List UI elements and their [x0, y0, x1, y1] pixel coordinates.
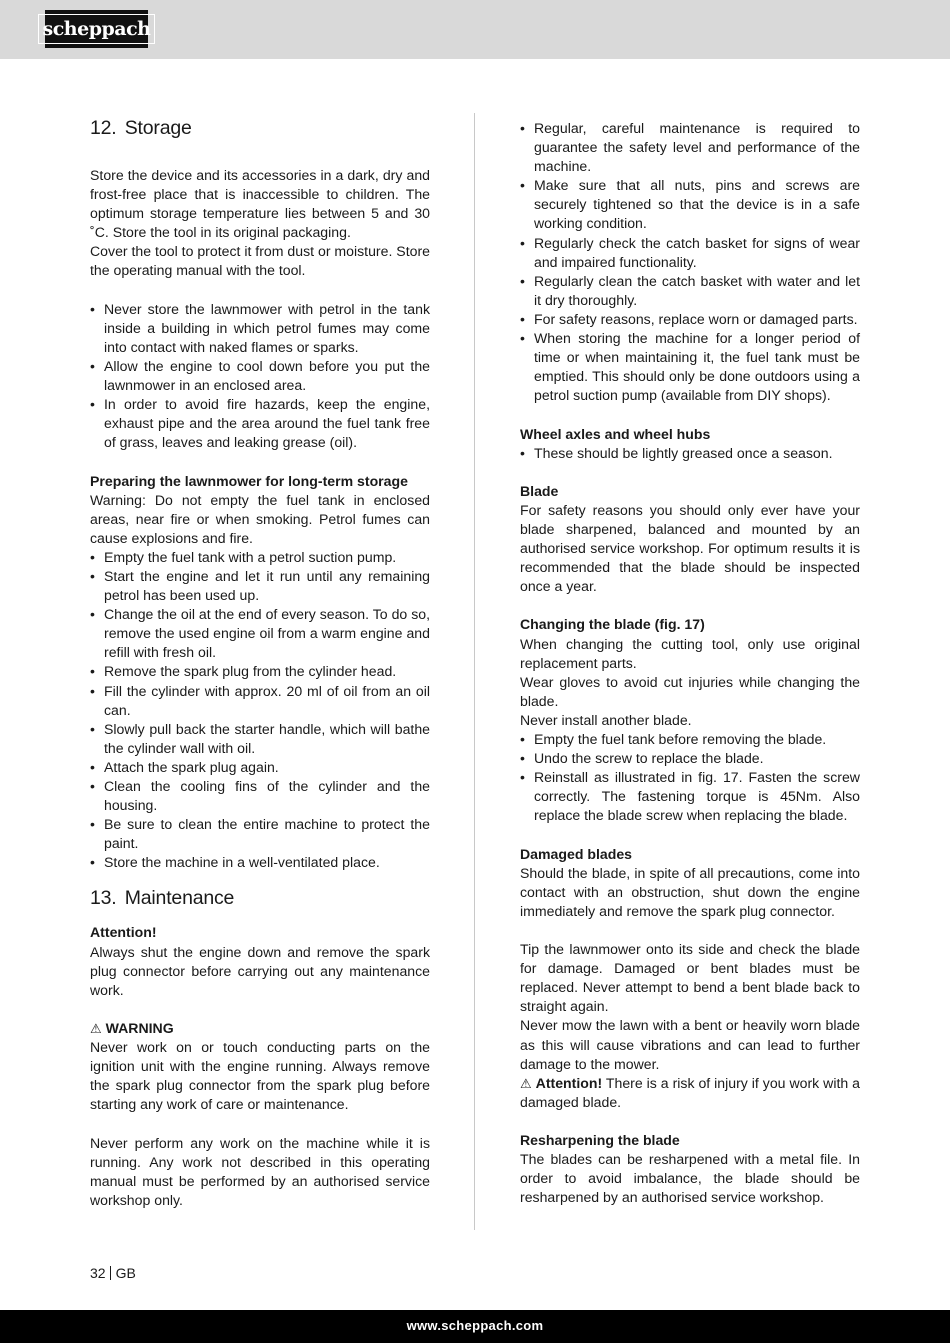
list-item: • Clean the cooling fins of the cylinder and the housing.	[90, 777, 430, 815]
damaged-blades-paragraph-1: Should the blade, in spite of all precautions, come into contact with an obstruction, shut down the engine immediately and remove the spark plug connector.	[520, 864, 860, 919]
changing-blade-paragraph-3: Never install another blade.	[520, 711, 692, 728]
damaged-blades-paragraph-2: Tip the lawnmower onto its side and check the blade for damage. Damaged or bent blades must be replaced. Never attempt to bend a bent blade back to straight again.	[520, 941, 860, 1015]
list-item: • Never store the lawnmower with petrol in the tank inside a building in which petrol fumes may come into contact with naked flames or sparks.	[90, 300, 430, 357]
list-item: • For safety reasons, replace worn or damaged parts.	[520, 310, 860, 329]
scheppach-logo	[42, 10, 151, 48]
warning-paragraph: Never work on or touch conducting parts on the ignition unit with the engine running. Always remove the spark plug connector from the spark plug before starting any work of care or maintenance.	[90, 1039, 430, 1113]
changing-blade-heading: Changing the blade (fig. 17)	[520, 616, 705, 633]
list-item: • These should be lightly greased once a season.	[520, 444, 860, 463]
left-column	[90, 116, 430, 1210]
footer-separator	[110, 1266, 111, 1280]
maintenance-bullet-list	[520, 119, 860, 405]
changing-blade-list	[520, 730, 860, 825]
resharpening-paragraph: The blades can be resharpened with a metal file. In order to avoid imbalance, the blade should be resharpened by an authorised service workshop.	[520, 1151, 860, 1206]
storage-paragraph-1: Store the device and its accessories in a dark, dry and frost-free place that is inaccessible to children. The optimum storage temperature lies between 5 and 30 ˚C. Store the tool in its original packaging.	[90, 167, 430, 241]
list-item: • Store the machine in a well-ventilated place.	[90, 853, 430, 872]
section-12-title	[90, 116, 430, 140]
list-item: • Regular, careful maintenance is required to guarantee the safety level and performance of the machine.	[520, 119, 860, 176]
storage-bullet-list	[90, 300, 430, 453]
section-12-label: Storage	[124, 117, 192, 139]
warning-heading: WARNING	[105, 1019, 174, 1036]
list-item: • Regularly clean the catch basket with water and let it dry thoroughly.	[520, 272, 860, 310]
list-item: • Fill the cylinder with approx. 20 ml of oil from an oil can.	[90, 682, 430, 720]
warning-triangle-icon: ⚠	[520, 1075, 532, 1091]
wheel-axles-list	[520, 444, 860, 463]
language-code: GB	[115, 1265, 136, 1281]
attention-note	[520, 1074, 860, 1112]
page-number: 32	[90, 1265, 106, 1281]
section-13-title	[90, 886, 430, 910]
list-item: • Allow the engine to cool down before you put the lawnmower in an enclosed area.	[90, 357, 430, 395]
footer-bar	[0, 1310, 950, 1343]
resharpening-heading: Resharpening the blade	[520, 1131, 680, 1148]
list-item: • Slowly pull back the starter handle, which will bathe the cylinder wall with oil.	[90, 720, 430, 758]
list-item: • Be sure to clean the entire machine to protect the paint.	[90, 815, 430, 853]
list-item: • Attach the spark plug again.	[90, 758, 430, 777]
changing-blade-paragraph-1: When changing the cutting tool, only use original replacement parts.	[520, 635, 860, 671]
list-item: • In order to avoid fire hazards, keep the engine, exhaust pipe and the area around the fuel tank free of grass, leaves and leaking grease (oil).	[90, 395, 430, 452]
list-item: • Make sure that all nuts, pins and screws are securely tightened so that the device is in a safe working condition.	[520, 176, 860, 233]
damaged-blades-heading: Damaged blades	[520, 845, 633, 862]
prep-storage-warning: Warning: Do not empty the fuel tank in enclosed areas, near fire or when smoking. Petrol fumes can cause explosions and fire.	[90, 491, 430, 546]
blade-heading: Blade	[520, 482, 559, 499]
column-divider	[474, 113, 475, 1230]
right-column	[520, 119, 860, 1207]
warning-triangle-icon: ⚠	[90, 1020, 102, 1036]
blade-paragraph: For safety reasons you should only ever have your blade sharpened, balanced and mounted by an authorised service workshop. For optimum results it is recommended that the blade should be inspected once a year.	[520, 501, 860, 595]
section-13-number: 13.	[90, 887, 117, 910]
wheel-axles-heading: Wheel axles and wheel hubs	[520, 425, 711, 442]
prep-storage-bullet-list	[90, 548, 430, 873]
logo-text: scheppach	[38, 14, 156, 44]
section-13-label: Maintenance	[124, 887, 235, 910]
list-item: • Change the oil at the end of every season. To do so, remove the used engine oil from a warm engine and refill with fresh oil.	[90, 605, 430, 662]
maintenance-paragraph: Never perform any work on the machine while it is running. Any work not described in this operating manual must be performed by an authorised service workshop only.	[90, 1134, 430, 1208]
list-item: • Remove the spark plug from the cylinder head.	[90, 662, 430, 681]
list-item: • Regularly check the catch basket for signs of wear and impaired functionality.	[520, 234, 860, 272]
warning-heading-line	[90, 1019, 430, 1038]
changing-blade-paragraph-2: Wear gloves to avoid cut injuries while changing the blade.	[520, 673, 860, 709]
list-item: • Empty the fuel tank before removing the blade.	[520, 730, 860, 749]
list-item: • Start the engine and let it run until any remaining petrol has been used up.	[90, 567, 430, 605]
page-number-footer	[90, 1265, 136, 1281]
attention-note-label: Attention!	[535, 1074, 603, 1091]
storage-paragraph-2: Cover the tool to protect it from dust or moisture. Store the operating manual with the tool.	[90, 243, 430, 279]
section-12-number: 12.	[90, 117, 117, 139]
list-item: • When storing the machine for a longer period of time or when maintaining it, the fuel tank must be emptied. This should only be done outdoors using a petrol suction pump (available from DIY shops).	[520, 329, 860, 405]
list-item: • Empty the fuel tank with a petrol suction pump.	[90, 548, 430, 567]
attention-note-text: There is a risk of injury if you work with a damaged blade.	[520, 1074, 861, 1110]
list-item: • Reinstall as illustrated in fig. 17. Fasten the screw correctly. The fastening torque is 45Nm. Also replace the blade screw when replacing the blade.	[520, 768, 860, 825]
website-link[interactable]: www.scheppach.com	[406, 1318, 544, 1333]
attention-paragraph: Always shut the engine down and remove the spark plug connector before carrying out any maintenance work.	[90, 943, 430, 998]
damaged-blades-paragraph-3: Never mow the lawn with a bent or heavily worn blade as this will cause vibrations and can lead to further damage to the mower.	[520, 1017, 860, 1072]
list-item: • Undo the screw to replace the blade.	[520, 749, 860, 768]
attention-heading: Attention!	[90, 924, 157, 941]
header-bar	[0, 0, 950, 59]
prep-storage-heading: Preparing the lawnmower for long-term storage	[90, 472, 408, 489]
